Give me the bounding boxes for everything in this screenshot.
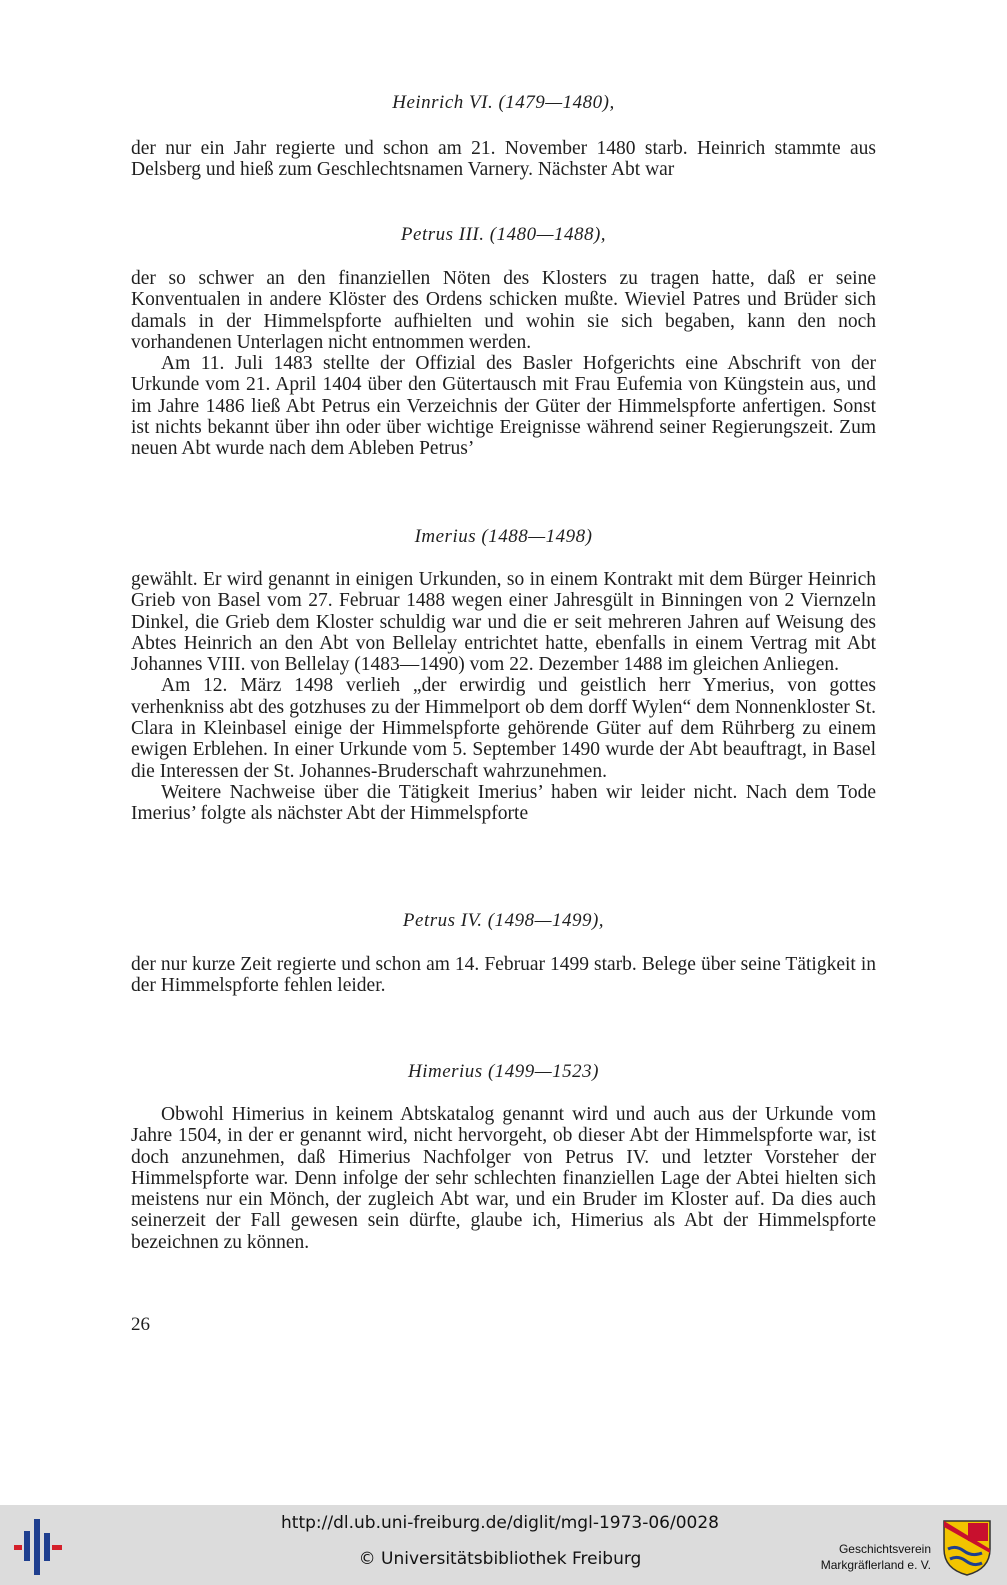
- section-heading-himerius: Himerius (1499—1523): [407, 1061, 600, 1082]
- section-heading-petrus-iii: Petrus III. (1480—1488),: [400, 224, 607, 245]
- section-heading-petrus-iv: Petrus IV. (1498—1499),: [402, 910, 605, 931]
- paragraph: Obwohl Himerius in keinem Abtskatalog genannt wird und auch aus der Urkunde vom Jahre 1504, in der er genannt wird, nicht hervorgeht, ob dieser Abt der Himmelspforte war, ist doch anzunehmen, daß Himerius Nachfolger von Petrus IV. und letzter Vorsteher der Himmelspforte war. Denn infolge der sehr schlechten finanziellen Lage der Abtei hielten sich meistens nur ein Mönch, der zugleich Abt war, und ein Bruder im Kloster auf. Da dies auch seinerzeit der Fall gewesen sein dürfte, glaube ich, Himerius als Abt der Himmelspforte bezeichnen zu können.: [131, 1104, 876, 1253]
- paragraph: Am 11. Juli 1483 stellte der Offizial des Basler Hofgerichts eine Abschrift von der Urkunde vom 21. April 1404 über den Gütertausch mit Frau Eufemia von Küngstein aus, und im Jahre 1486 ließ Abt Petrus ein Verzeichnis der Güter der Himmelspforte anfertigen. Sonst ist nichts bekannt über ihn oder über wichtige Ereignisse während seiner Regierungszeit. Zum neuen Abt wurde nach dem Ableben Petrus’: [131, 353, 876, 460]
- section-body-petrus-iv: [131, 954, 876, 997]
- section-body-petrus-iii: [131, 268, 876, 460]
- society-name: [805, 1541, 931, 1573]
- section-heading-imerius: Imerius (1488—1498): [414, 526, 593, 547]
- paragraph: der so schwer an den finanziellen Nöten des Klosters zu tragen hatte, daß er seine Konventualen in andere Klöster des Ordens schicken mußte. Wieviel Patres und Brüder sich damals in der Himmelspforte aufhielten und wohin sie sich begaben, kann den noch vorhandenen Unterlagen nicht entnommen werden.: [131, 268, 876, 353]
- society-line-2: Markgräflerland e. V.: [820, 1558, 931, 1572]
- paragraph: der nur ein Jahr regierte und schon am 21. November 1480 starb. Heinrich stammte aus Delsberg und hieß zum Geschlechtsnamen Varnery. Nächster Abt war: [131, 138, 876, 181]
- section-body-himerius: [131, 1104, 876, 1253]
- page-number: 26: [131, 1314, 150, 1335]
- section-body-imerius: [131, 569, 876, 825]
- footer-url-link[interactable]: http://dl.ub.uni-freiburg.de/diglit/mgl-1973-06/0028: [281, 1513, 719, 1533]
- footer-copyright: © Universitätsbibliothek Freiburg: [358, 1549, 642, 1569]
- paragraph: gewählt. Er wird genannt in einigen Urkunden, so in einem Kontrakt mit dem Bürger Heinrich Grieb von Basel vom 27. Februar 1488 wegen einer Jahresgült in Binningen von 2 Viernzeln Dinkel, die Grieb dem Kloster schuldig war und die er seit mehreren Jahren auf Weisung des Abtes Heinrich an den Abt von Bellelay entrichtet hatte, ebenfalls in einem Vertrag mit Abt Johannes VIII. von Bellelay (1483—1490) vom 22. Dezember 1488 im gleichen Anliegen.: [131, 569, 876, 676]
- paragraph: Weitere Nachweise über die Tätigkeit Imerius’ haben wir leider nicht. Nach dem Tode Imerius’ folgte als nächster Abt der Himmelspforte: [131, 781, 876, 825]
- paragraph: der nur kurze Zeit regierte und schon am 14. Februar 1499 starb. Belege über seine Tätigkeit in der Himmelspforte fehlen leider.: [131, 954, 876, 997]
- footer-bar: [0, 1505, 1007, 1585]
- section-heading-heinrich-vi: Heinrich VI. (1479—1480),: [392, 92, 615, 113]
- paragraph: Am 12. März 1498 verlieh „der erwirdig und geistlich herr Ymerius, von gottes verhenkniss abt des gotzhuses zu der Himmelport ob dem dorff Wylen“ dem Nonnenkloster St. Clara in Kleinbasel einige der Himmelspforte gehörende Güter auf dem Rührberg zu einem ewigen Erblehen. In einer Urkunde vom 5. September 1490 wurde der Abt beauftragt, in Basel die Interessen der St. Johannes-Bruderschaft wahrzunehmen.: [131, 675, 876, 782]
- coat-of-arms-icon: [942, 1519, 992, 1577]
- section-body-heinrich-vi: [131, 138, 876, 181]
- ub-freiburg-logo-icon: [12, 1519, 64, 1575]
- society-line-1: Geschichtsverein: [838, 1542, 931, 1556]
